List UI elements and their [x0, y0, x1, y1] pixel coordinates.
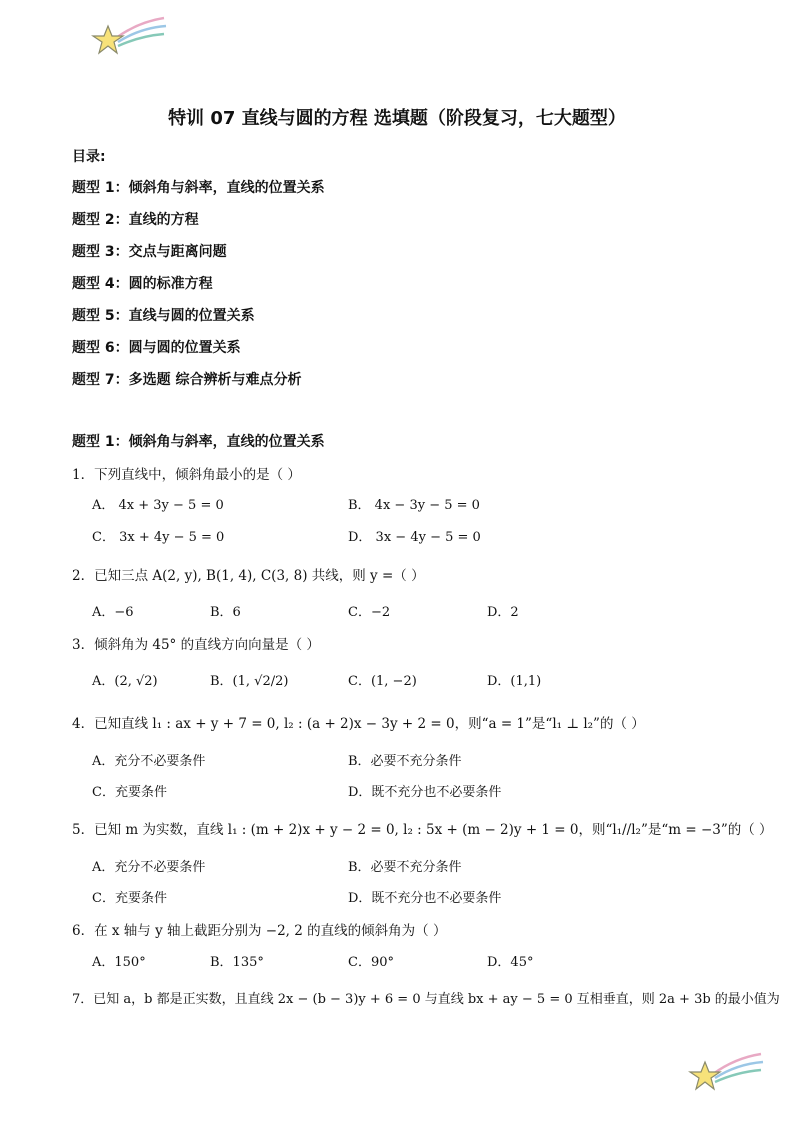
question-stem: 5．已知 m 为实数，直线 l₁ : (m + 2)x + y − 2 = 0, l₂ : 5x + (m − 2)y + 1 = 0，则“l₁//l₂”是“m = −3”的（ ）: [72, 822, 773, 838]
option-d: D． 3x − 4y − 5 = 0: [348, 530, 481, 545]
option-c: C．(1, −2): [348, 674, 417, 689]
option-a: A．150°: [92, 955, 146, 970]
toc-item[interactable]: 题型 3：交点与距离问题: [72, 244, 227, 260]
option-c: C．−2: [348, 605, 391, 620]
question-stem: 2．已知三点 A(2, y), B(1, 4), C(3, 8) 共线，则 y =（ ）: [72, 568, 425, 584]
option-b: B．135°: [210, 955, 264, 970]
toc-item[interactable]: 题型 5：直线与圆的位置关系: [72, 308, 255, 324]
option-c: C． 3x + 4y − 5 = 0: [92, 530, 225, 545]
question-stem: 7．已知 a，b 都是正实数，且直线 2x − (b − 3)y + 6 = 0 与直线 bx + ay − 5 = 0 互相垂直，则 2a + 3b 的最小值为: [72, 992, 780, 1007]
option-b: B．必要不充分条件: [348, 860, 462, 875]
toc-item[interactable]: 题型 4：圆的标准方程: [72, 276, 213, 292]
page-title: 特训 07 直线与圆的方程 选填题（阶段复习，七大题型）: [168, 108, 626, 129]
option-d: D．45°: [487, 955, 534, 970]
option-d: D．既不充分也不必要条件: [348, 785, 502, 800]
option-a: A．充分不必要条件: [92, 754, 206, 769]
option-c: C．充要条件: [92, 785, 167, 800]
question-stem: 1．下列直线中，倾斜角最小的是（ ）: [72, 467, 301, 483]
option-a: A． 4x + 3y − 5 = 0: [92, 498, 224, 513]
toc-heading: 目录:: [72, 149, 106, 165]
option-a: A．(2, √2): [92, 674, 158, 689]
question-stem: 6．在 x 轴与 y 轴上截距分别为 −2, 2 的直线的倾斜角为（ ）: [72, 923, 447, 939]
option-c: C．90°: [348, 955, 394, 970]
option-b: B．必要不充分条件: [348, 754, 462, 769]
option-b: B．6: [210, 605, 241, 620]
shooting-star-icon: [685, 1050, 765, 1096]
option-b: B． 4x − 3y − 5 = 0: [348, 498, 480, 513]
option-a: A．充分不必要条件: [92, 860, 206, 875]
section-heading: 题型 1：倾斜角与斜率，直线的位置关系: [72, 434, 325, 450]
question-stem: 4．已知直线 l₁ : ax + y + 7 = 0, l₂ : (a + 2)x − 3y + 2 = 0，则“a = 1”是“l₁ ⊥ l₂”的（ ）: [72, 716, 645, 732]
toc-item[interactable]: 题型 7：多选题 综合辨析与难点分析: [72, 372, 302, 388]
toc-item[interactable]: 题型 6：圆与圆的位置关系: [72, 340, 241, 356]
option-d: D．既不充分也不必要条件: [348, 891, 502, 906]
option-d: D．2: [487, 605, 519, 620]
question-stem: 3．倾斜角为 45° 的直线方向向量是（ ）: [72, 637, 320, 653]
option-c: C．充要条件: [92, 891, 167, 906]
option-d: D．(1,1): [487, 674, 542, 689]
shooting-star-icon: [88, 14, 168, 60]
option-a: A．−6: [92, 605, 134, 620]
toc-item[interactable]: 题型 1：倾斜角与斜率，直线的位置关系: [72, 180, 325, 196]
option-b: B．(1, √2/2): [210, 674, 289, 689]
toc-item[interactable]: 题型 2：直线的方程: [72, 212, 199, 228]
